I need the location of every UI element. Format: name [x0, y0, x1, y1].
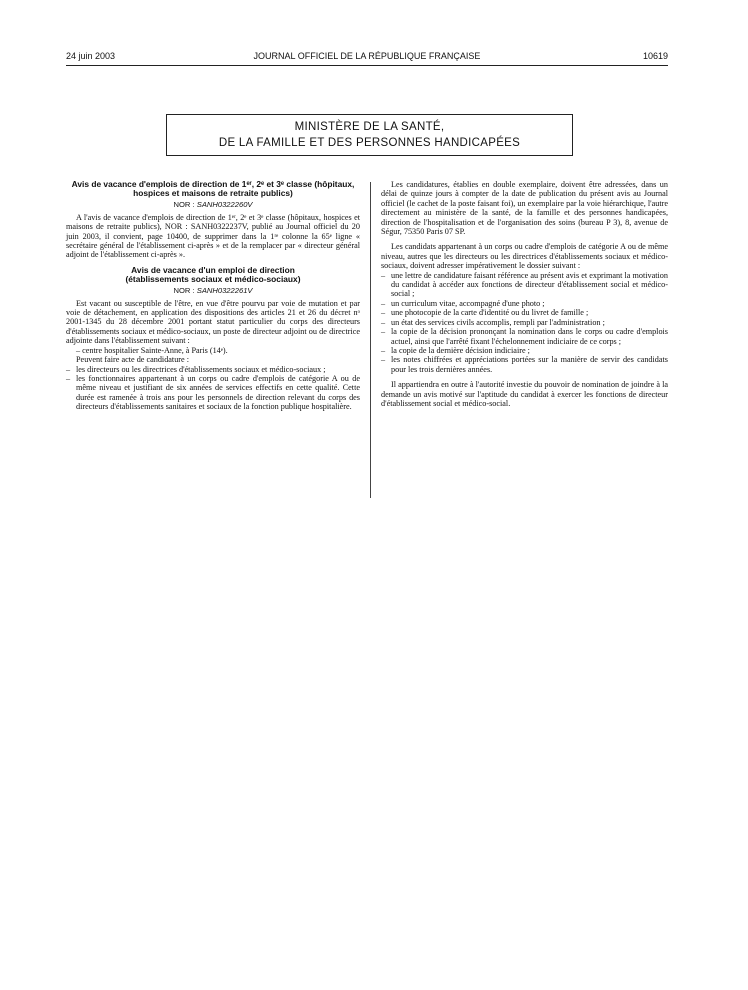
notice-2-nor [66, 286, 360, 295]
notice-2-title-line-1: Avis de vacance d'un emploi de direction [131, 264, 295, 275]
ministry-line-1: MINISTÈRE DE LA SANTÉ, [294, 121, 445, 133]
nor-label: NOR : [173, 200, 195, 210]
candidate-list-item: – les fonctionnaires appartenant à un corps ou cadre d'emplois de catégorie A ou de même niveau et justifiant de six années de services effectifs en cette qualité. Cette durée est ramenée à trois ans pour les personnels de direction relevant du corps des directeurs d'établissements sanitaires et sociaux de la fonction publique hospitalière. [66, 374, 360, 412]
dossier-intro-paragraph: Les candidats appartenant à un corps ou cadre d'emplois de catégorie A ou de même niveau, autres que les directeurs ou les directrices d'établissements sociaux et médico-sociaux, doivent adresser impérativement le dossier suivant : [381, 242, 668, 271]
nor-value: SANH0322260V [196, 200, 253, 210]
dossier-list-item: – un curriculum vitae, accompagné d'une photo ; [381, 299, 668, 308]
candidate-list-item: – les directeurs ou les directrices d'établissements sociaux et médico-sociaux ; [66, 365, 360, 374]
header-journal-title: JOURNAL OFFICIEL DE LA RÉPUBLIQUE FRANÇAISE [253, 51, 481, 61]
header-rule [66, 65, 668, 66]
ministry-line-2: DE LA FAMILLE ET DES PERSONNES HANDICAPÉES [218, 137, 521, 149]
notice-1-body: A l'avis de vacance d'emplois de direction de 1ᵉʳ, 2ᵉ et 3ᵉ classe (hôpitaux, hospices et maisons de retraite publics), NOR : SANH0322237V, publié au Journal officiel du 20 juin 2003, il convient, page 10400, de supprimer dans la 1ʳᵉ colonne la 65ᵉ ligne « secrétaire général de l'établissement ci-après » et de la remplacer par « directeur général adjoint de l'établissement ci-après ». [66, 212, 360, 260]
notice-2-title-line-2: (établissements sociaux et médico-sociaux) [125, 274, 301, 285]
notice-1-title: Avis de vacance d'emplois de direction de 1ᵉʳ, 2ᵉ et 3ᵉ classe (hôpitaux, hospices et maisons de retraite publics) [71, 179, 355, 199]
authority-paragraph: Il appartiendra en outre à l'autorité investie du pouvoir de nomination de joindre à la demande un avis motivé sur l'aptitude du candidat à exercer les fonctions de directeur d'établissement social et médico-social. [381, 380, 668, 408]
notice-2-paragraph-2: Peuvent faire acte de candidature : [76, 355, 189, 365]
column-divider [370, 182, 371, 498]
left-column [66, 180, 360, 412]
dossier-list-item: – la copie de la dernière décision indiciaire ; [381, 346, 668, 355]
header-page-number: 10619 [642, 51, 668, 61]
notice-1-nor [66, 200, 360, 209]
header-date: 24 juin 2003 [66, 51, 116, 61]
dossier-list-item: – un état des services civils accomplis, rempli par l'administration ; [381, 318, 668, 327]
ministry-box [166, 114, 573, 156]
right-column [381, 180, 668, 408]
applications-paragraph: Les candidatures, établies en double exemplaire, doivent être adressées, dans un délai de quinze jours à compter de la date de publication du présent avis au Journal officiel (le cachet de la poste faisant foi), un exemplaire par la voie hiérarchique, l'autre directement au ministère de la santé, de la famille et des personnes handicapées, direction de l'hospitalisation et de l'organisation des soins (bureau P 3), 8, avenue de Ségur, 75350 Paris 07 SP. [381, 180, 668, 237]
notice-2-establishment: – centre hospitalier Sainte-Anne, à Paris (14ᵉ). [76, 345, 228, 355]
nor-label: NOR : [173, 286, 195, 296]
dossier-list-item: – les notes chiffrées et appréciations portées sur la manière de servir des candidats pour les trois dernières années. [381, 355, 668, 374]
notice-2-paragraph-1: Est vacant ou susceptible de l'être, en vue d'être pourvu par voie de mutation et par voie de détachement, en application des dispositions des articles 21 et 26 du décret nᵒ 2001-1345 du 28 décembre 2001 portant statut particulier du corps des directeurs d'établissements sociaux et médico-sociaux, un poste de directeur adjoint ou de directrice adjointe dans l'établissement suivant : [66, 298, 360, 346]
dossier-list-item: – la copie de la décision prononçant la nomination dans le corps ou cadre d'emplois actuel, ainsi que l'arrêté fixant l'échelonnement indiciaire de ce corps ; [381, 327, 668, 346]
dossier-list-item: – une photocopie de la carte d'identité ou du livret de famille ; [381, 308, 668, 317]
dossier-list-item: – une lettre de candidature faisant référence au présent avis et exprimant la motivation du candidat à accéder aux fonctions de directeur d'établissement social et médico-social ; [381, 271, 668, 299]
nor-value: SANH0322261V [196, 286, 253, 296]
